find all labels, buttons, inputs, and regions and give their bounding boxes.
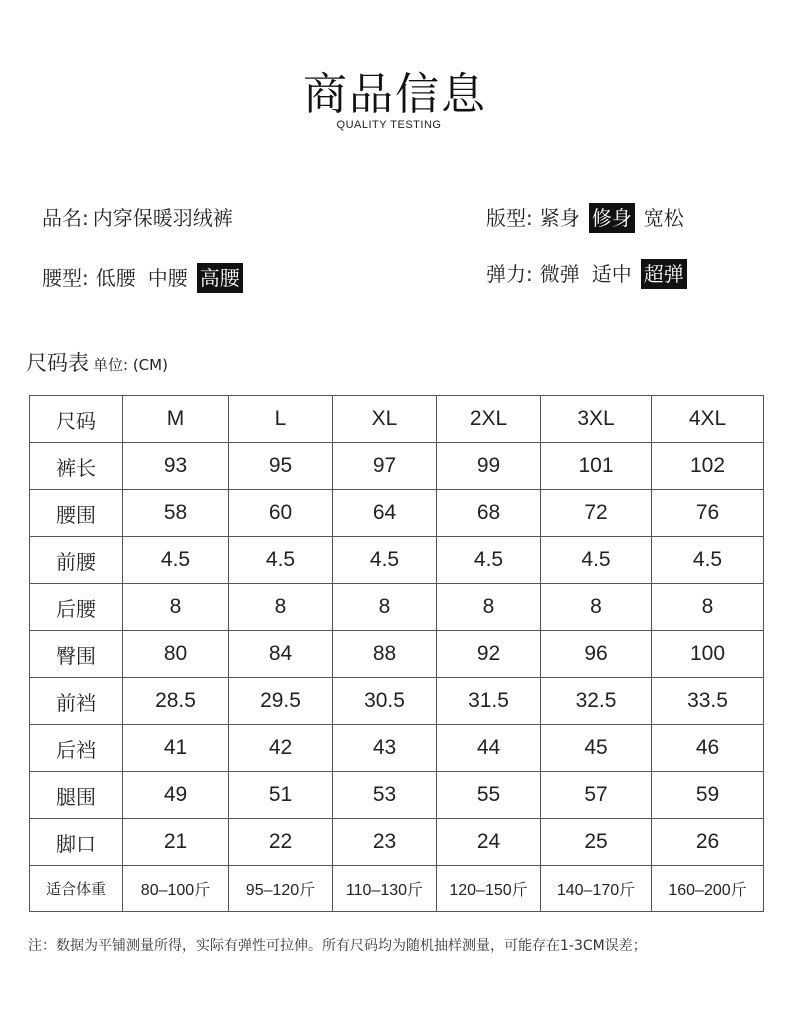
size-cell: 41: [123, 725, 229, 772]
size-row-label: 腰围: [30, 490, 123, 537]
attr-fit-option-slim: 修身: [589, 203, 635, 233]
attr-fit-label: 版型:: [486, 206, 533, 230]
size-row: [30, 443, 764, 490]
size-row: [30, 631, 764, 678]
attr-elasticity-label: 弹力:: [486, 262, 533, 286]
weight-cell: 95–120斤: [229, 866, 333, 912]
size-cell: 22: [229, 819, 333, 866]
size-cell: 96: [541, 631, 652, 678]
attr-waist-option-mid: 中腰: [147, 266, 188, 290]
size-cell: 4.5: [333, 537, 437, 584]
size-header-cell: XL: [333, 396, 437, 443]
size-row-label: 后腰: [30, 584, 123, 631]
size-cell: 55: [437, 772, 541, 819]
size-cell: 8: [437, 584, 541, 631]
weight-cell: 160–200斤: [652, 866, 764, 912]
size-cell: 26: [652, 819, 764, 866]
size-cell: 97: [333, 443, 437, 490]
size-header-cell: 2XL: [437, 396, 541, 443]
weight-row: [30, 866, 764, 912]
size-cell: 32.5: [541, 678, 652, 725]
size-cell: 43: [333, 725, 437, 772]
attr-waist-option-high: 高腰: [197, 263, 243, 293]
size-cell: 23: [333, 819, 437, 866]
size-table: [29, 395, 764, 912]
size-header-cell: L: [229, 396, 333, 443]
size-row: [30, 725, 764, 772]
size-row-label: 裤长: [30, 443, 123, 490]
size-cell: 60: [229, 490, 333, 537]
size-cell: 57: [541, 772, 652, 819]
size-row-label: 腿围: [30, 772, 123, 819]
size-row-label: 前裆: [30, 678, 123, 725]
size-cell: 53: [333, 772, 437, 819]
size-row-label: 脚口: [30, 819, 123, 866]
size-row: [30, 490, 764, 537]
size-cell: 76: [652, 490, 764, 537]
size-header-label: 尺码: [30, 396, 123, 443]
size-cell: 8: [652, 584, 764, 631]
size-cell: 4.5: [437, 537, 541, 584]
size-cell: 51: [229, 772, 333, 819]
attr-elasticity-option-super: 超弹: [641, 259, 687, 289]
attr-elasticity: [486, 259, 693, 289]
size-cell: 68: [437, 490, 541, 537]
size-cell: 4.5: [123, 537, 229, 584]
size-cell: 4.5: [229, 537, 333, 584]
size-cell: 45: [541, 725, 652, 772]
size-cell: 28.5: [123, 678, 229, 725]
size-cell: 64: [333, 490, 437, 537]
size-cell: 84: [229, 631, 333, 678]
size-chart-title: 尺码表: [26, 351, 89, 375]
size-cell: 102: [652, 443, 764, 490]
size-cell: 49: [123, 772, 229, 819]
size-cell: 4.5: [652, 537, 764, 584]
size-header-cell: 4XL: [652, 396, 764, 443]
weight-cell: 110–130斤: [333, 866, 437, 912]
size-cell: 59: [652, 772, 764, 819]
size-row: [30, 772, 764, 819]
size-cell: 21: [123, 819, 229, 866]
attr-product-name: [42, 203, 233, 233]
size-chart-heading: [26, 347, 168, 377]
size-cell: 31.5: [437, 678, 541, 725]
attr-elasticity-option-slight: 微弹: [539, 262, 580, 286]
weight-cell: 80–100斤: [123, 866, 229, 912]
size-header-row: [30, 396, 764, 443]
size-cell: 92: [437, 631, 541, 678]
size-row-label: 前腰: [30, 537, 123, 584]
size-header-cell: M: [123, 396, 229, 443]
size-cell: 72: [541, 490, 652, 537]
size-row: [30, 584, 764, 631]
size-cell: 4.5: [541, 537, 652, 584]
size-cell: 93: [123, 443, 229, 490]
size-cell: 8: [229, 584, 333, 631]
size-cell: 99: [437, 443, 541, 490]
attr-waist: [42, 263, 249, 293]
size-cell: 33.5: [652, 678, 764, 725]
size-cell: 24: [437, 819, 541, 866]
attr-waist-option-low: 低腰: [95, 266, 136, 290]
attr-product-name-value: 内穿保暖羽绒裤: [92, 206, 233, 230]
weight-cell: 140–170斤: [541, 866, 652, 912]
size-row-label: 后裆: [30, 725, 123, 772]
attr-waist-label: 腰型:: [42, 266, 89, 290]
weight-cell: 120–150斤: [437, 866, 541, 912]
attr-fit-option-tight: 紧身: [539, 206, 580, 230]
size-cell: 8: [123, 584, 229, 631]
size-cell: 100: [652, 631, 764, 678]
size-cell: 30.5: [333, 678, 437, 725]
size-cell: 25: [541, 819, 652, 866]
attr-elasticity-option-medium: 适中: [591, 262, 632, 286]
size-cell: 101: [541, 443, 652, 490]
size-cell: 44: [437, 725, 541, 772]
size-cell: 58: [123, 490, 229, 537]
size-cell: 29.5: [229, 678, 333, 725]
size-row: [30, 819, 764, 866]
size-cell: 42: [229, 725, 333, 772]
attr-fit: [486, 203, 693, 233]
page-subtitle: QUALITY TESTING: [336, 119, 442, 131]
measurement-note: 注：数据为平铺测量所得，实际有弹性可拉伸。所有尺码均为随机抽样测量，可能存在1-3CM误差；: [28, 938, 647, 954]
attr-product-name-label: 品名:: [42, 206, 89, 230]
size-cell: 8: [333, 584, 437, 631]
size-cell: 46: [652, 725, 764, 772]
size-header-cell: 3XL: [541, 396, 652, 443]
attr-fit-option-loose: 宽松: [643, 206, 684, 230]
page-title: 商品信息: [303, 69, 487, 120]
size-cell: 8: [541, 584, 652, 631]
size-cell: 88: [333, 631, 437, 678]
size-row: [30, 678, 764, 725]
size-row: [30, 537, 764, 584]
weight-row-label: 适合体重: [30, 866, 123, 912]
size-cell: 80: [123, 631, 229, 678]
size-chart-unit: 单位: (CM): [93, 356, 168, 374]
size-row-label: 臀围: [30, 631, 123, 678]
size-cell: 95: [229, 443, 333, 490]
